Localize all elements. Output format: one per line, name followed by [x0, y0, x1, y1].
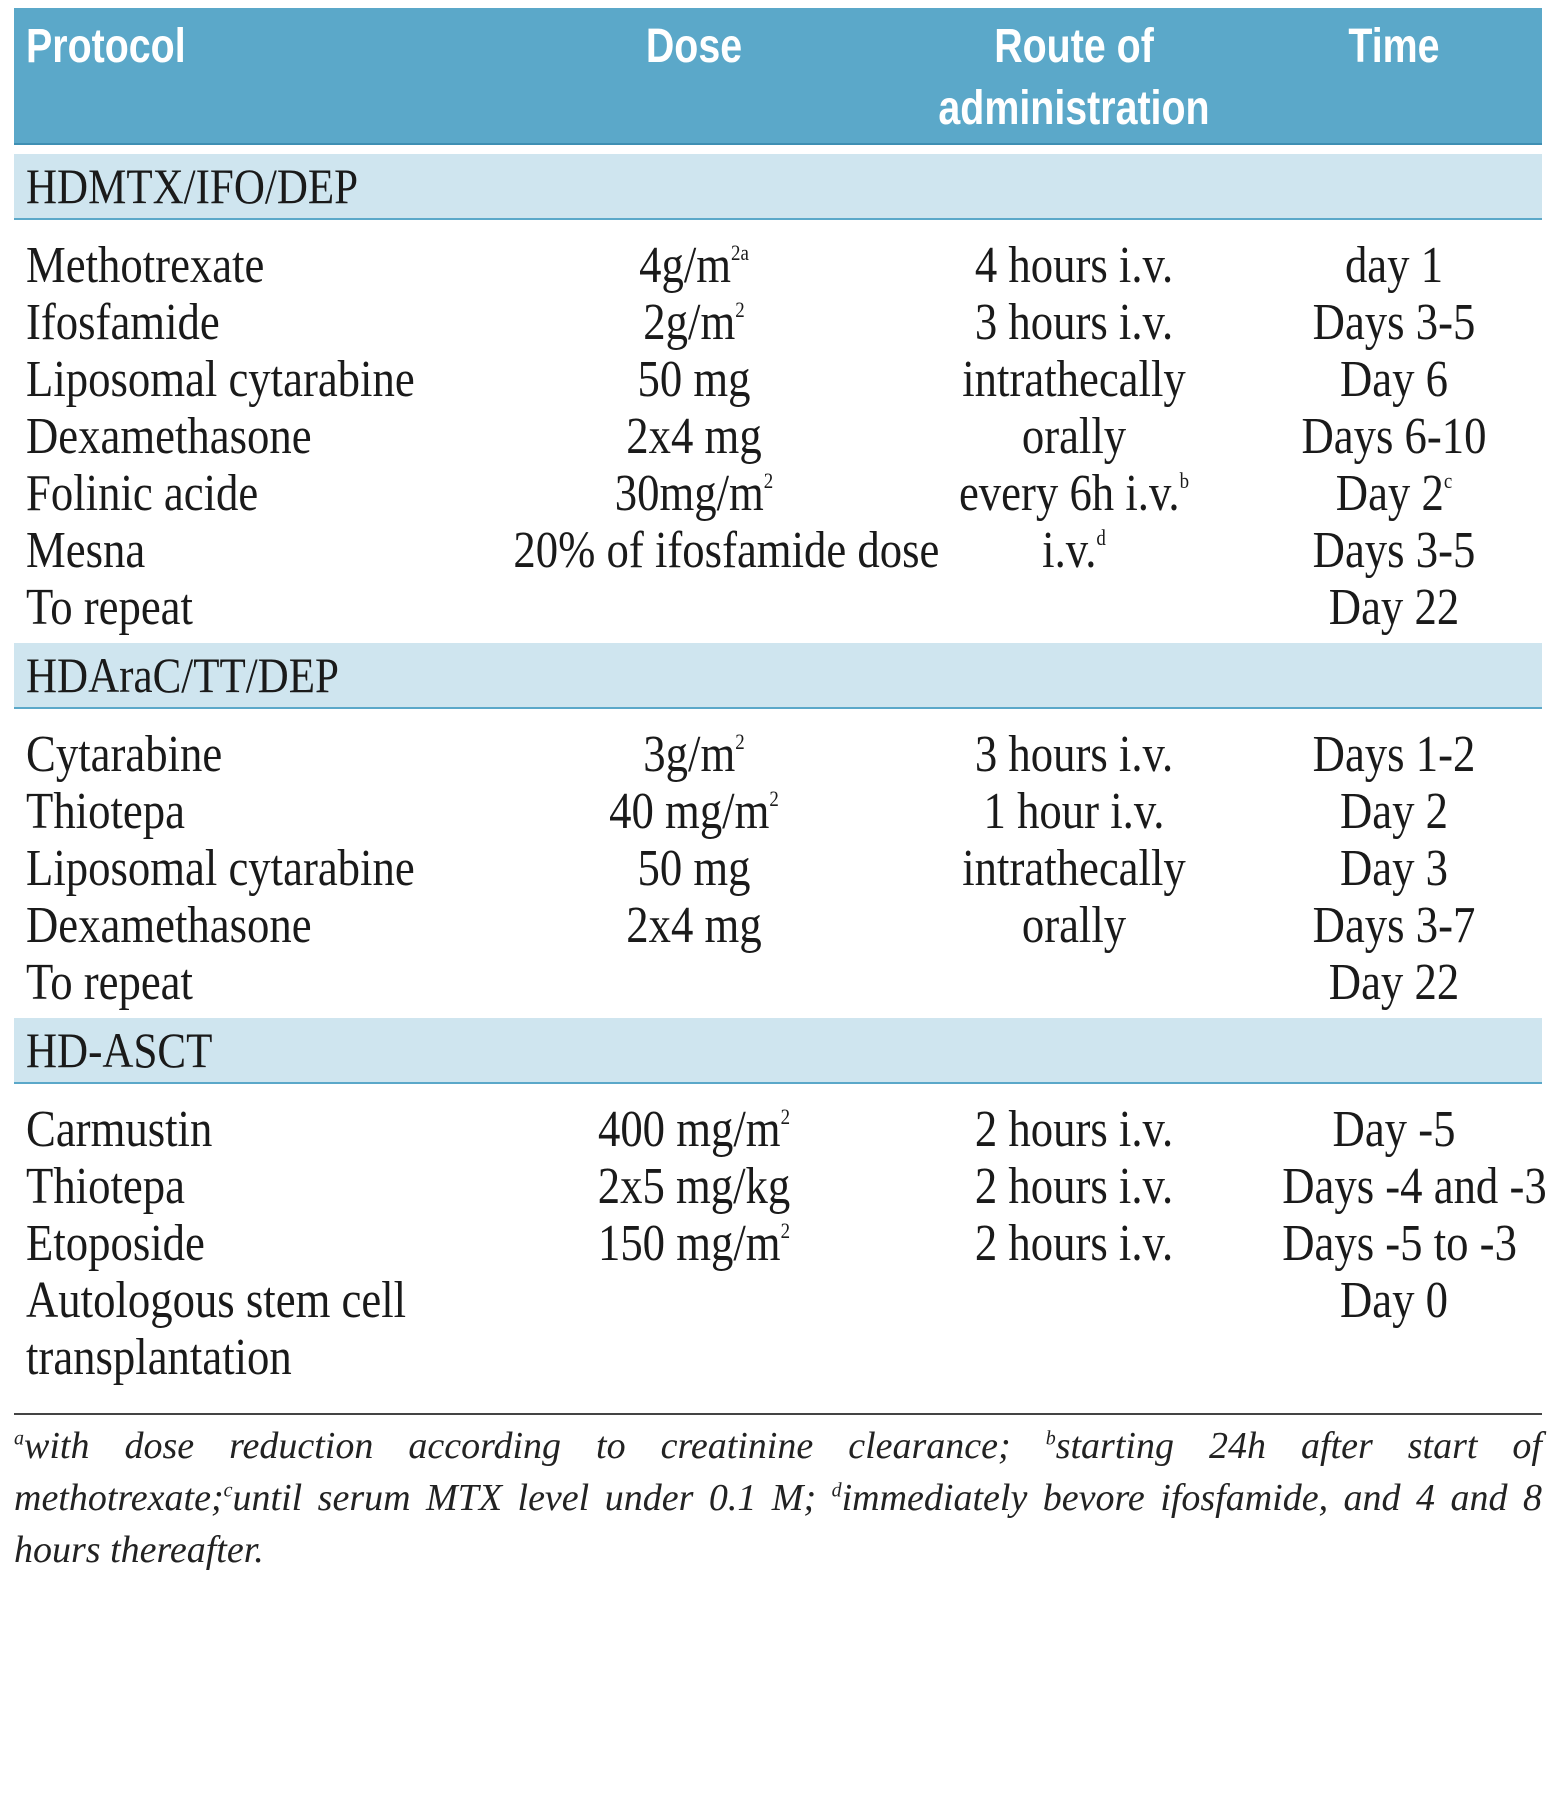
drug-name: Folinic acide [26, 465, 259, 522]
footnote-c-text: until serum MTX level under 0.1 M; [232, 1477, 832, 1519]
table-row [14, 348, 1542, 412]
route [893, 894, 1254, 958]
drug-name: Ifosfamide [26, 294, 220, 351]
time [1282, 519, 1506, 583]
route [893, 291, 1254, 355]
dose-text: 2g/m [643, 294, 736, 351]
section-header [14, 643, 1542, 709]
table-row [14, 462, 1542, 526]
table-row [14, 519, 1542, 583]
time [1282, 951, 1506, 1015]
drug-name: Autologous stem cell [26, 1272, 407, 1329]
dose [513, 405, 874, 469]
time-text: Days 3-5 [1312, 522, 1476, 579]
table-row [14, 1269, 1542, 1333]
dose [513, 1098, 874, 1162]
dose-text: 2x4 mg [626, 408, 762, 465]
time-text: Days 3-7 [1312, 897, 1476, 954]
footnote-d-text: immediately bevore ifosfamide, and 4 and 8 hours thereafter. [14, 1477, 1542, 1571]
time-text: Day 22 [1328, 579, 1460, 636]
table-row [14, 1155, 1547, 1219]
section-header [14, 1018, 1542, 1084]
table-row [14, 780, 1542, 844]
header-protocol: Protocol [26, 20, 186, 73]
dose [513, 291, 874, 355]
route-text: 4 hours i.v. [974, 237, 1174, 294]
time [1282, 1269, 1506, 1333]
time [1282, 348, 1506, 412]
time-text: day 1 [1344, 237, 1444, 294]
route [893, 1212, 1254, 1276]
time-text: Day 2 [1335, 465, 1444, 522]
time [1282, 894, 1506, 958]
route-text: 2 hours i.v. [974, 1158, 1174, 1215]
drug-name: Etoposide [26, 1215, 205, 1272]
time-text: Day 6 [1339, 351, 1449, 408]
route [893, 519, 1254, 583]
header-route-line1: Route of [994, 20, 1154, 73]
drug-name: Mesna [26, 522, 146, 579]
section-title: HDAraC/TT/DEP [26, 647, 339, 703]
drug-name: Cytarabine [26, 726, 223, 783]
footnote-b-mark: b [1045, 1427, 1056, 1450]
time [1282, 723, 1506, 787]
time-text: Days 1-2 [1312, 726, 1476, 783]
dose-text: 50 mg [637, 351, 751, 408]
table-row [14, 723, 1542, 787]
dose-text: 20% of ifosfamide dose [513, 522, 940, 579]
table-row [14, 234, 1542, 298]
time [1282, 234, 1506, 298]
time-superscript: c [1443, 467, 1453, 493]
dose-text: 4g/m [639, 237, 732, 294]
time [1282, 780, 1506, 844]
table-header [14, 8, 1542, 145]
header-dose: Dose [645, 20, 743, 73]
dose-text: 3g/m [643, 726, 736, 783]
route [893, 348, 1254, 412]
dose [513, 723, 874, 787]
route-text: 3 hours i.v. [974, 294, 1174, 351]
table-row [14, 894, 1542, 958]
time-text: Days -4 and -3 [1282, 1158, 1547, 1215]
route [893, 405, 1254, 469]
drug-name: Liposomal cytarabine [26, 351, 415, 408]
dose [513, 837, 874, 901]
time-text: Day 3 [1339, 840, 1449, 897]
dose-text: 50 mg [637, 840, 751, 897]
table-row [14, 291, 1542, 355]
route-superscript: d [1096, 524, 1106, 550]
time-text: Day 0 [1339, 1272, 1449, 1329]
table-row [14, 1212, 1542, 1276]
drug-name: To repeat [26, 579, 193, 636]
dose [513, 462, 874, 526]
route-text: intrathecally [962, 351, 1186, 408]
drug-name: Liposomal cytarabine [26, 840, 415, 897]
dose [513, 1212, 874, 1276]
time [1282, 405, 1506, 469]
drug-name: Dexamethasone [26, 897, 312, 954]
route [893, 1098, 1254, 1162]
footnote-c-mark: c [223, 1479, 233, 1502]
table-row [14, 837, 1542, 901]
route-text: intrathecally [962, 840, 1186, 897]
header-route [902, 16, 1246, 140]
time-text: Day 2 [1339, 783, 1449, 840]
dose-superscript: 2 [735, 296, 745, 322]
footnote [14, 1420, 1542, 1576]
time [1282, 291, 1506, 355]
route-text: every 6h i.v. [958, 465, 1180, 522]
dose [513, 894, 874, 958]
footnote-divider [14, 1413, 1542, 1415]
table-row [14, 1326, 1542, 1390]
route-superscript: b [1179, 467, 1190, 493]
time-text: Days -5 to -3 [1282, 1215, 1517, 1272]
dose-text: 150 mg/m [597, 1215, 781, 1272]
drug-name: To repeat [26, 954, 193, 1011]
route-text: orally [1021, 897, 1127, 954]
dose-superscript: 2 [763, 467, 774, 493]
route [893, 234, 1254, 298]
footnote-b-text: starting 24h after start of methotrexate; [14, 1425, 1542, 1519]
section-header [14, 154, 1542, 220]
route-text: i.v. [1042, 522, 1097, 579]
time-text: Days 6-10 [1301, 408, 1487, 465]
footnote-a-mark: a [14, 1427, 24, 1450]
dose [513, 1155, 874, 1219]
time [1282, 837, 1506, 901]
dose [513, 348, 874, 412]
time-text: Day -5 [1332, 1101, 1456, 1158]
dose-text: 400 mg/m [597, 1101, 781, 1158]
footnote-d-mark: d [831, 1479, 842, 1502]
protocol-table [14, 8, 1547, 1571]
table-row [14, 405, 1542, 469]
route-text: orally [1021, 408, 1127, 465]
route [893, 723, 1254, 787]
dose-superscript: 2 [780, 1217, 791, 1243]
route-text: 1 hour i.v. [983, 783, 1165, 840]
drug-name: Thiotepa [26, 1158, 185, 1215]
route [893, 462, 1254, 526]
dose [513, 234, 874, 298]
drug-name: Carmustin [26, 1101, 213, 1158]
dose-superscript: 2 [769, 785, 779, 811]
drug-name: Methotrexate [26, 237, 265, 294]
section-title: HD-ASCT [26, 1022, 213, 1078]
time [1282, 576, 1506, 640]
route-text: 2 hours i.v. [974, 1101, 1174, 1158]
time [1282, 1098, 1506, 1162]
dose-superscript: 2 [780, 1103, 791, 1129]
section-title: HDMTX/IFO/DEP [26, 158, 359, 214]
drug-name: Dexamethasone [26, 408, 312, 465]
time [1282, 462, 1506, 526]
time [1282, 1212, 1517, 1276]
header-time: Time [1348, 20, 1440, 73]
header-route-line2: administration [938, 82, 1210, 135]
drug-name: transplantation [26, 1329, 292, 1386]
route [893, 1155, 1254, 1219]
dose-superscript: 2a [731, 239, 749, 265]
route-text: 3 hours i.v. [974, 726, 1174, 783]
time [1282, 1155, 1547, 1219]
table-row [14, 576, 1542, 640]
dose-text: 30mg/m [614, 465, 764, 522]
time-text: Days 3-5 [1312, 294, 1476, 351]
dose-superscript: 2 [735, 728, 745, 754]
dose [513, 519, 940, 583]
time-text: Day 22 [1328, 954, 1460, 1011]
route-text: 2 hours i.v. [974, 1215, 1174, 1272]
drug-name: Thiotepa [26, 783, 185, 840]
footnote-a-text: with dose reduction according to creatinine clearance; [24, 1425, 1046, 1467]
route [893, 780, 1254, 844]
dose [513, 780, 874, 844]
dose-text: 40 mg/m [609, 783, 770, 840]
table-row [14, 1098, 1542, 1162]
dose-text: 2x5 mg/kg [597, 1158, 791, 1215]
dose-text: 2x4 mg [626, 897, 762, 954]
table-row [14, 951, 1542, 1015]
route [893, 837, 1254, 901]
